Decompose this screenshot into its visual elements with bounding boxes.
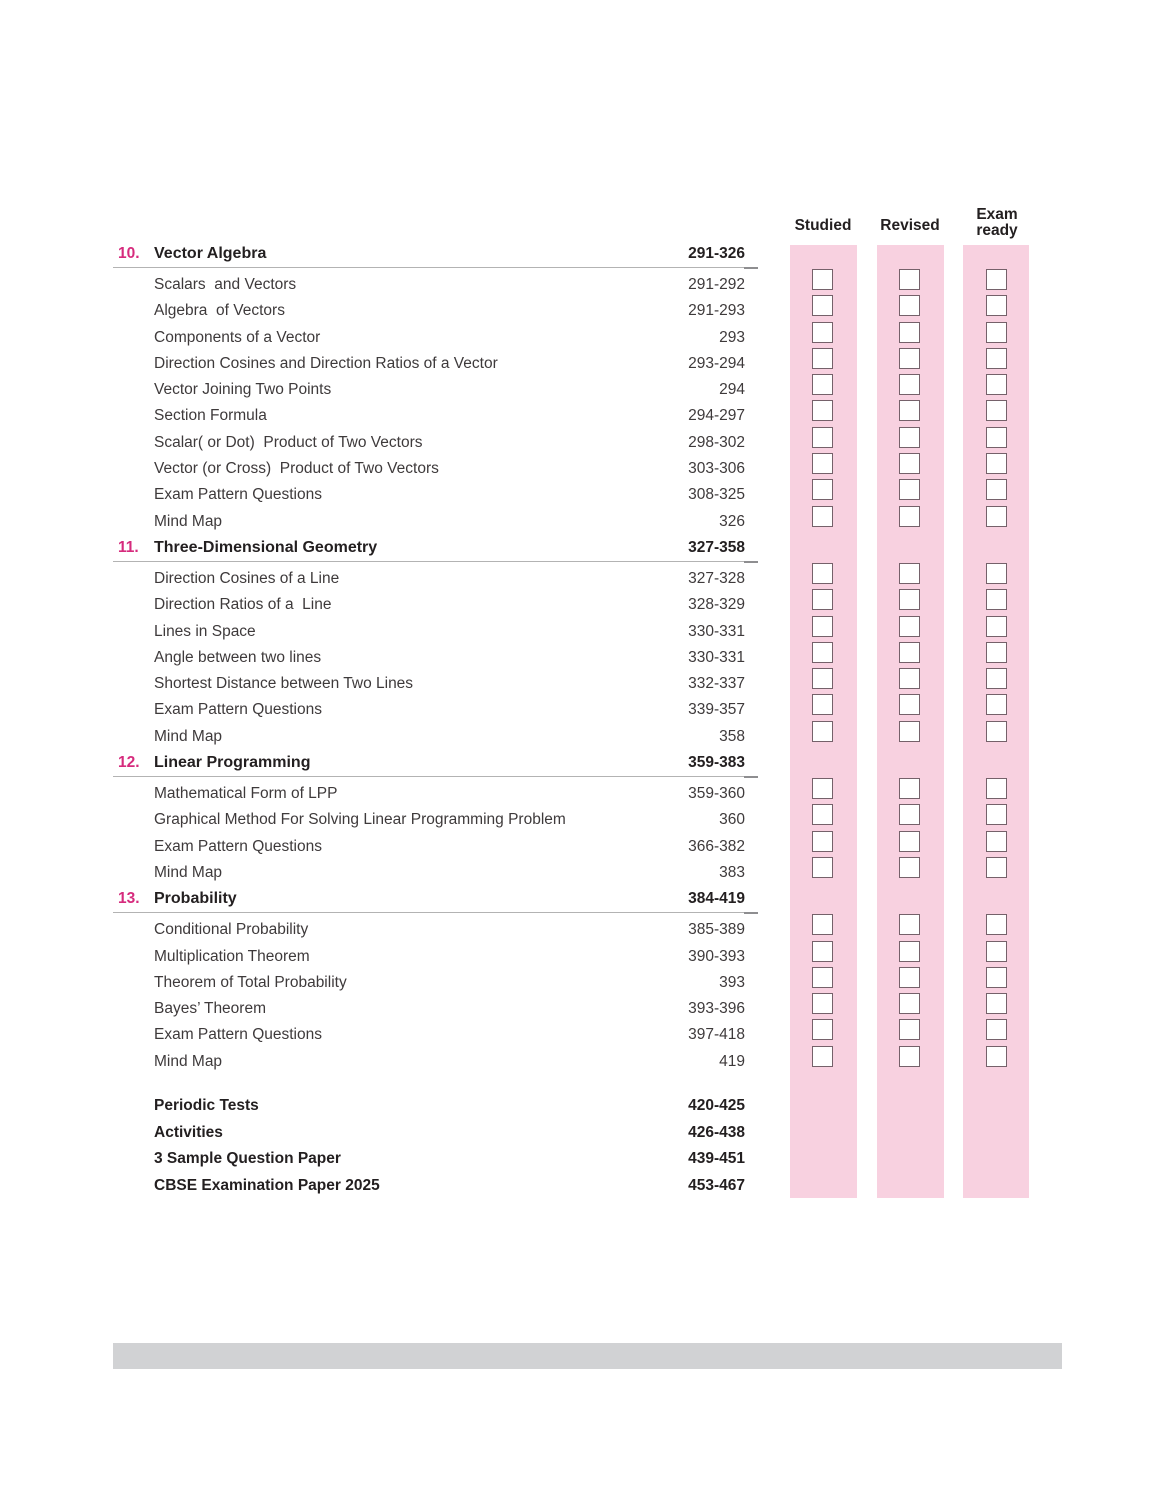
checkbox-revised[interactable] <box>899 1046 920 1067</box>
checkbox-exam-ready[interactable] <box>986 778 1007 799</box>
topic-title: Lines in Space <box>154 622 256 640</box>
chapter-title: Linear Programming <box>154 754 311 772</box>
checkbox-studied[interactable] <box>812 506 833 527</box>
chapter-underline <box>113 267 758 268</box>
checkbox-revised[interactable] <box>899 374 920 395</box>
topic-title: Direction Ratios of a Line <box>154 596 332 614</box>
chapter-underline <box>113 776 758 777</box>
checkbox-studied[interactable] <box>812 778 833 799</box>
chapter-pages: 291-326 <box>688 245 745 262</box>
topic-pages: 328-329 <box>688 596 745 614</box>
checkbox-studied[interactable] <box>812 831 833 852</box>
topic-pages: 385-389 <box>688 921 745 939</box>
checkbox-exam-ready[interactable] <box>986 453 1007 474</box>
topic-pages: 383 <box>719 863 745 881</box>
checkbox-exam-ready[interactable] <box>986 348 1007 369</box>
checkbox-revised[interactable] <box>899 616 920 637</box>
chapter-number: 11. <box>118 538 139 556</box>
checkbox-exam-ready[interactable] <box>986 831 1007 852</box>
checkbox-studied[interactable] <box>812 1046 833 1067</box>
chapter-row <box>0 750 1174 776</box>
checkbox-exam-ready[interactable] <box>986 506 1007 527</box>
topic-row <box>0 509 1174 535</box>
checkbox-studied[interactable] <box>812 642 833 663</box>
topic-pages: 397-418 <box>688 1026 745 1044</box>
checkbox-studied[interactable] <box>812 668 833 689</box>
checkbox-revised[interactable] <box>899 967 920 988</box>
checkbox-studied[interactable] <box>812 993 833 1014</box>
topic-pages: 358 <box>719 727 745 745</box>
topic-title: Exam Pattern Questions <box>154 1026 322 1044</box>
checkbox-revised[interactable] <box>899 563 920 584</box>
chapter-number: 10. <box>118 245 140 262</box>
topic-pages: 291-292 <box>688 276 745 293</box>
checkbox-revised[interactable] <box>899 857 920 878</box>
topic-title: Vector (or Cross) Product of Two Vectors <box>154 460 439 478</box>
checkbox-revised[interactable] <box>899 694 920 715</box>
chapter-underline <box>113 561 758 562</box>
column-header-revised: Revised <box>880 217 940 234</box>
checkbox-revised[interactable] <box>899 269 920 290</box>
checkbox-revised[interactable] <box>899 348 920 369</box>
topic-pages: 332-337 <box>688 675 745 693</box>
backmatter-title: CBSE Examination Paper 2025 <box>154 1177 380 1195</box>
topic-title: Theorem of Total Probability <box>154 973 347 991</box>
checkbox-studied[interactable] <box>812 295 833 316</box>
chapter-row <box>0 241 1174 267</box>
topic-title: Multiplication Theorem <box>154 947 310 965</box>
topic-pages: 419 <box>719 1052 745 1070</box>
checkbox-exam-ready[interactable] <box>986 479 1007 500</box>
checkbox-exam-ready[interactable] <box>986 427 1007 448</box>
checkbox-studied[interactable] <box>812 721 833 742</box>
chapter-underline-end <box>744 561 758 563</box>
backmatter-spacer <box>0 1075 1174 1093</box>
checkbox-exam-ready[interactable] <box>986 668 1007 689</box>
chapter-underline <box>113 912 758 913</box>
checkbox-revised[interactable] <box>899 804 920 825</box>
topic-title: Mind Map <box>154 727 223 745</box>
checkbox-exam-ready[interactable] <box>986 322 1007 343</box>
topic-pages: 294 <box>719 381 745 399</box>
chapter-title: Probability <box>154 890 237 908</box>
checkbox-revised[interactable] <box>899 914 920 935</box>
topic-row <box>0 860 1174 886</box>
topic-pages: 327-328 <box>688 569 745 587</box>
checkbox-exam-ready[interactable] <box>986 1046 1007 1067</box>
topic-pages: 291-293 <box>688 302 745 320</box>
checkbox-studied[interactable] <box>812 374 833 395</box>
topic-title: Mind Map <box>154 1052 223 1070</box>
topic-pages: 298-302 <box>688 433 745 451</box>
chapter-underline-end <box>744 267 758 269</box>
topic-pages: 326 <box>719 512 745 530</box>
chapter-title: Vector Algebra <box>154 245 267 262</box>
topic-pages: 366-382 <box>688 837 745 855</box>
checkbox-revised[interactable] <box>899 721 920 742</box>
checkbox-studied[interactable] <box>812 694 833 715</box>
topic-title: Conditional Probability <box>154 921 309 939</box>
topic-title: Shortest Distance between Two Lines <box>154 675 414 693</box>
checkbox-revised[interactable] <box>899 400 920 421</box>
checkbox-exam-ready[interactable] <box>986 563 1007 584</box>
checkbox-revised[interactable] <box>899 1019 920 1040</box>
checkbox-revised[interactable] <box>899 479 920 500</box>
topic-title: Exam Pattern Questions <box>154 837 322 855</box>
checkbox-studied[interactable] <box>812 914 833 935</box>
checkbox-studied[interactable] <box>812 941 833 962</box>
checkbox-studied[interactable] <box>812 1019 833 1040</box>
topic-title: Algebra of Vectors <box>154 302 285 320</box>
checkbox-exam-ready[interactable] <box>986 400 1007 421</box>
backmatter-row <box>0 1120 1174 1147</box>
column-header-exam-ready-line1: Exam <box>976 206 1018 223</box>
topic-title: Scalar( or Dot) Product of Two Vectors <box>154 433 423 451</box>
backmatter-row <box>0 1173 1174 1200</box>
topic-title: Exam Pattern Questions <box>154 486 322 504</box>
checkbox-exam-ready[interactable] <box>986 589 1007 610</box>
backmatter-row <box>0 1146 1174 1173</box>
checkbox-studied[interactable] <box>812 400 833 421</box>
checkbox-studied[interactable] <box>812 453 833 474</box>
backmatter-title: Periodic Tests <box>154 1097 259 1115</box>
topic-title: Direction Cosines and Direction Ratios of a Vector <box>154 354 498 372</box>
checkbox-revised[interactable] <box>899 642 920 663</box>
chapter-pages: 384-419 <box>688 890 745 908</box>
checkbox-studied[interactable] <box>812 322 833 343</box>
chapter-title: Three-Dimensional Geometry <box>154 538 378 556</box>
checkbox-exam-ready[interactable] <box>986 857 1007 878</box>
checkbox-exam-ready[interactable] <box>986 694 1007 715</box>
topic-title: Bayes’ Theorem <box>154 1000 266 1018</box>
checkbox-exam-ready[interactable] <box>986 1019 1007 1040</box>
backmatter-row <box>0 1093 1174 1120</box>
topic-pages: 359-360 <box>688 785 745 803</box>
toc-list <box>0 241 1174 1200</box>
topic-pages: 308-325 <box>688 486 745 504</box>
topic-pages: 360 <box>719 811 745 829</box>
topic-title: Scalars and Vectors <box>154 276 297 293</box>
checkbox-exam-ready[interactable] <box>986 642 1007 663</box>
chapter-pages: 327-358 <box>688 538 745 556</box>
backmatter-pages: 439-451 <box>688 1150 745 1168</box>
chapter-row <box>0 886 1174 912</box>
topic-title: Section Formula <box>154 407 267 425</box>
chapter-underline-end <box>744 912 758 914</box>
chapter-pages: 359-383 <box>688 754 745 772</box>
checkbox-exam-ready[interactable] <box>986 269 1007 290</box>
topic-title: Mathematical Form of LPP <box>154 785 338 803</box>
topic-pages: 293-294 <box>688 354 745 372</box>
checkbox-revised[interactable] <box>899 295 920 316</box>
chapter-underline-end <box>744 776 758 778</box>
checkbox-studied[interactable] <box>812 967 833 988</box>
checkbox-studied[interactable] <box>812 479 833 500</box>
checkbox-revised[interactable] <box>899 427 920 448</box>
checkbox-exam-ready[interactable] <box>986 941 1007 962</box>
checkbox-revised[interactable] <box>899 778 920 799</box>
chapter-row <box>0 535 1174 561</box>
checkbox-studied[interactable] <box>812 589 833 610</box>
topic-pages: 390-393 <box>688 947 745 965</box>
topic-pages: 330-331 <box>688 622 745 640</box>
topic-title: Components of a Vector <box>154 328 321 346</box>
topic-row <box>0 1049 1174 1075</box>
checkbox-revised[interactable] <box>899 941 920 962</box>
backmatter-title: Activities <box>154 1123 223 1141</box>
checkbox-studied[interactable] <box>812 616 833 637</box>
checkbox-revised[interactable] <box>899 453 920 474</box>
checkbox-revised[interactable] <box>899 506 920 527</box>
checkbox-exam-ready[interactable] <box>986 804 1007 825</box>
topic-pages: 339-357 <box>688 701 745 719</box>
backmatter-pages: 453-467 <box>688 1177 745 1195</box>
topic-pages: 393-396 <box>688 1000 745 1018</box>
backmatter-pages: 420-425 <box>688 1097 745 1115</box>
topic-title: Mind Map <box>154 512 223 530</box>
checkbox-exam-ready[interactable] <box>986 616 1007 637</box>
column-header-studied: Studied <box>794 217 852 234</box>
checkbox-revised[interactable] <box>899 589 920 610</box>
checkbox-revised[interactable] <box>899 322 920 343</box>
topic-title: Exam Pattern Questions <box>154 701 322 719</box>
topic-title: Vector Joining Two Points <box>154 381 332 399</box>
topic-pages: 294-297 <box>688 407 745 425</box>
checkbox-studied[interactable] <box>812 857 833 878</box>
backmatter-title: 3 Sample Question Paper <box>154 1150 341 1168</box>
topic-title: Direction Cosines of a Line <box>154 569 340 587</box>
topic-title: Graphical Method For Solving Linear Programming Problem <box>154 811 566 829</box>
topic-title: Mind Map <box>154 863 223 881</box>
checkbox-exam-ready[interactable] <box>986 967 1007 988</box>
topic-pages: 293 <box>719 328 745 346</box>
checkbox-exam-ready[interactable] <box>986 993 1007 1014</box>
checkbox-revised[interactable] <box>899 668 920 689</box>
checkbox-revised[interactable] <box>899 993 920 1014</box>
checkbox-exam-ready[interactable] <box>986 374 1007 395</box>
column-header-exam-ready-line2: ready <box>976 222 1018 239</box>
topic-pages: 330-331 <box>688 648 745 666</box>
checkbox-studied[interactable] <box>812 348 833 369</box>
checkbox-studied[interactable] <box>812 563 833 584</box>
topic-pages: 303-306 <box>688 460 745 478</box>
checkbox-studied[interactable] <box>812 269 833 290</box>
chapter-number: 12. <box>118 754 140 772</box>
checkbox-studied[interactable] <box>812 427 833 448</box>
topic-pages: 393 <box>719 973 745 991</box>
checkbox-studied[interactable] <box>812 804 833 825</box>
checkbox-exam-ready[interactable] <box>986 914 1007 935</box>
column-header-exam-ready <box>942 207 1052 239</box>
checkbox-exam-ready[interactable] <box>986 721 1007 742</box>
backmatter-pages: 426-438 <box>688 1123 745 1141</box>
checkbox-exam-ready[interactable] <box>986 295 1007 316</box>
topic-title: Angle between two lines <box>154 648 322 666</box>
chapter-number: 13. <box>118 890 140 908</box>
topic-row <box>0 724 1174 750</box>
checkbox-revised[interactable] <box>899 831 920 852</box>
footer-bar <box>113 1343 1062 1369</box>
